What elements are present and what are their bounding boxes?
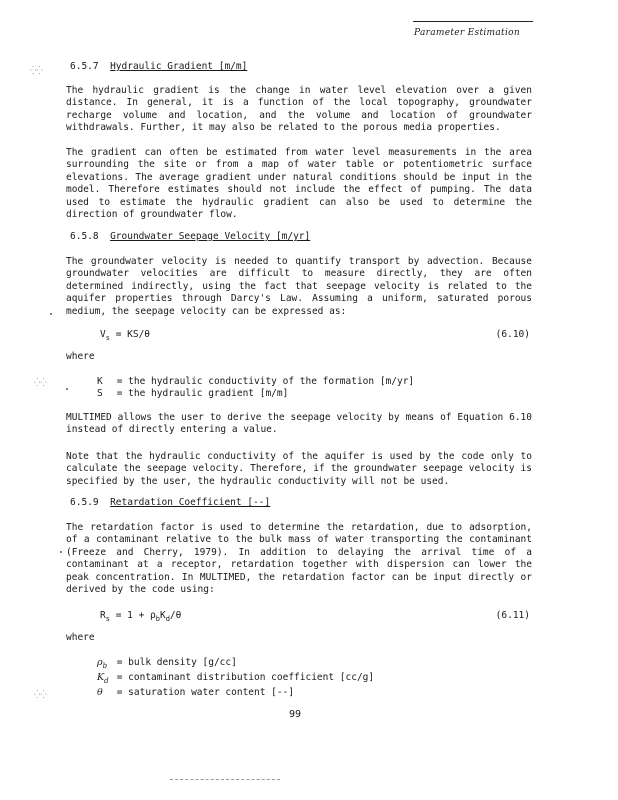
variable-text: = bulk density [g/cc] (116, 657, 237, 668)
scan-smudge: ⁛⁛ (34, 378, 47, 387)
variable-text: = saturation water content [--] (116, 686, 295, 698)
variable-symbol-char: ρ (97, 657, 103, 668)
variable-definition (97, 388, 414, 400)
paragraph: The retardation factor is used to determine the retardation, due to adsorption, of a contaminant relative to the bulk mass of water transporting the contaminant (Freeze and Cherry, 1979). In addition to delaying the arrival time of a contaminant at a receptor, retardation together with dispersion can lower the peak concentration. In MULTIMED, the retardation factor can be input directly or derived by the code using: (66, 522, 532, 596)
variable-symbol-char: K (97, 671, 105, 683)
paragraph: MULTIMED allows the user to derive the seepage velocity by means of Equation 6.10 instead of directly entering a value. (66, 412, 532, 436)
eq-lhs-sub: s (105, 614, 110, 623)
scan-artifact-line (170, 779, 280, 781)
eq-lhs-sub: s (105, 333, 110, 342)
section-title: Groundwater Seepage Velocity [m/yr] (110, 231, 311, 242)
scan-smudge: ⁛⁛ (34, 690, 47, 699)
where-label: where (66, 632, 95, 643)
variable-text: = the hydraulic conductivity of the formation [m/yr] (116, 376, 415, 387)
variable-definition (97, 672, 374, 687)
paragraph: The groundwater velocity is needed to quantify transport by advection. Because groundwater velocities are difficult to measure directly, they are often determined indirectly, using the fact that seepage velocity is related to the aquifer properties through Darcy's Law. Assuming a uniform, saturated porous medium, the seepage velocity can be expressed as: (66, 256, 532, 317)
equation-6-11 (100, 610, 181, 623)
eq-lhs: R (100, 610, 106, 621)
variable-symbol: S (97, 388, 103, 399)
variable-text: = the hydraulic gradient [m/m] (116, 388, 289, 399)
header-rule (413, 21, 533, 22)
section-title: Hydraulic Gradient [m/m] (110, 61, 248, 72)
variable-symbol: K (97, 376, 103, 387)
scan-smudge: ⁛⁛ (30, 66, 43, 75)
where-label: where (66, 351, 95, 362)
paragraph: The hydraulic gradient is the change in water level elevation over a given distance. In general, it is a function of the local topography, groundwater recharge volume and location, and the volume and location of groundwater withdrawals. Further, it may also be related to the porous media properties. (66, 85, 532, 134)
variable-definition (97, 657, 374, 672)
paragraph: The gradient can often be estimated from water level measurements in the area surrounding the site or from a map of water table or potentiometric surface elevations. The average gradient under natural conditions should be input in the model. Therefore estimates should not include the effect of pumping. The data used to estimate the hydraulic gradient can also be used to determine the direction of groundwater flow. (66, 147, 532, 221)
variable-definition (97, 376, 414, 388)
section-title: Retardation Coefficient [--] (110, 497, 271, 508)
eq-lhs: V (100, 329, 106, 340)
variable-definition (97, 687, 374, 699)
variable-symbol (97, 657, 111, 672)
variable-text: = contaminant distribution coefficient [cc/g] (116, 671, 375, 683)
variable-list (97, 657, 374, 699)
section-number: 6.5.9 (70, 497, 99, 508)
eq-rhs-sub1: b (155, 614, 160, 623)
variable-symbol-sub: d (104, 676, 109, 685)
section-heading-6-5-9 (70, 497, 270, 508)
scan-speck (50, 313, 52, 315)
section-heading-6-5-7 (70, 61, 247, 72)
variable-list (97, 376, 414, 400)
paragraph: Note that the hydraulic conductivity of the aquifer is used by the code only to calculate the seepage velocity. Therefore, if the groundwater seepage velocity is specified by the user, the hydraulic conductivity will not be used. (66, 451, 532, 487)
equation-number: (6.10) (495, 329, 530, 340)
variable-symbol-sub: b (102, 661, 108, 670)
scan-speck (66, 388, 68, 390)
section-number: 6.5.8 (70, 231, 99, 242)
scan-speck (60, 551, 62, 553)
page-number: 99 (289, 709, 302, 720)
eq-rhs: = KS/θ (115, 329, 151, 340)
eq-rhs-c: /θ (169, 610, 182, 621)
equation-6-10 (100, 329, 150, 342)
section-number: 6.5.7 (70, 61, 99, 72)
section-heading-6-5-8 (70, 231, 310, 242)
variable-symbol: θ (97, 686, 103, 698)
eq-rhs-a: = 1 + ρ (115, 610, 156, 621)
eq-rhs-b: K (159, 610, 166, 621)
equation-number: (6.11) (495, 610, 530, 621)
running-head: Parameter Estimation (414, 28, 520, 38)
eq-rhs-sub2: d (165, 614, 170, 623)
variable-symbol (97, 672, 111, 687)
